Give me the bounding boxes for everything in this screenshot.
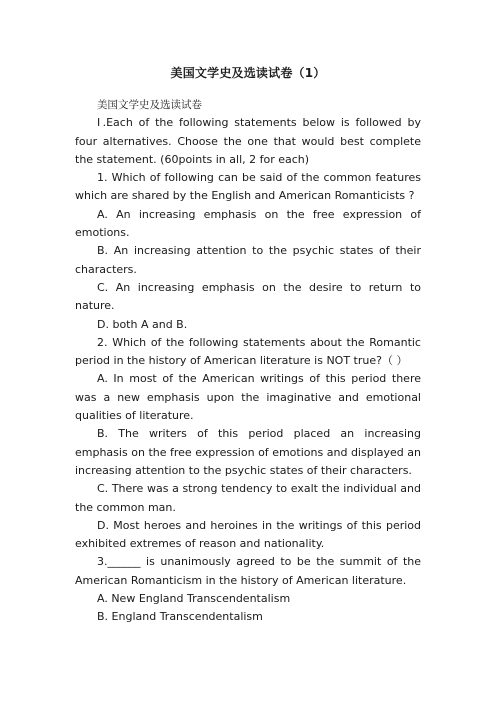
question-1-option-b: B. An increasing attention to the psychic states of their characters.	[75, 244, 421, 276]
document-title: 美国文学史及选读试卷（1）	[170, 66, 326, 80]
question-2: 2. Which of the following statements about the Romantic period in the history of American literature is NOT true?（ ）	[75, 335, 421, 368]
question-2-option-d: D. Most heroes and heroines in the writings of this period exhibited extremes of reason and nationality.	[75, 518, 421, 551]
document-body	[75, 96, 421, 627]
question-2-option-c: C. There was a strong tendency to exalt the individual and the common man.	[75, 482, 421, 514]
question-2-option-a: A. In most of the American writings of this period there was a new emphasis upon the imaginative and emotional qualities of literature.	[75, 372, 421, 423]
question-3-option-a: A. New England Transcendentalism	[97, 592, 291, 606]
question-1-option-d: D. both A and B.	[97, 317, 188, 331]
question-1: 1. Which of following can be said of the common features which are shared by the English and American Romanticists ?	[75, 171, 421, 203]
instructions-paragraph: Ⅰ.Each of the following statements below is followed by four alternatives. Choose the one that would best complete the statement. (60points in all, 2 for each)	[75, 116, 421, 166]
question-1-option-a: A. An increasing emphasis on the free expression of emotions.	[75, 207, 421, 240]
document-subtitle: 美国文学史及选读试卷	[97, 99, 202, 111]
question-3: 3.______ is unanimously agreed to be the summit of the American Romanticism in the history of American literature.	[75, 555, 421, 587]
question-3-option-b: B. England Transcendentalism	[97, 610, 263, 624]
question-2-option-b: B. The writers of this period placed an increasing emphasis on the free expression of emotions and displayed an increasing attention to the psychic states of their characters.	[75, 427, 421, 477]
question-1-option-c: C. An increasing emphasis on the desire to return to nature.	[75, 280, 421, 313]
